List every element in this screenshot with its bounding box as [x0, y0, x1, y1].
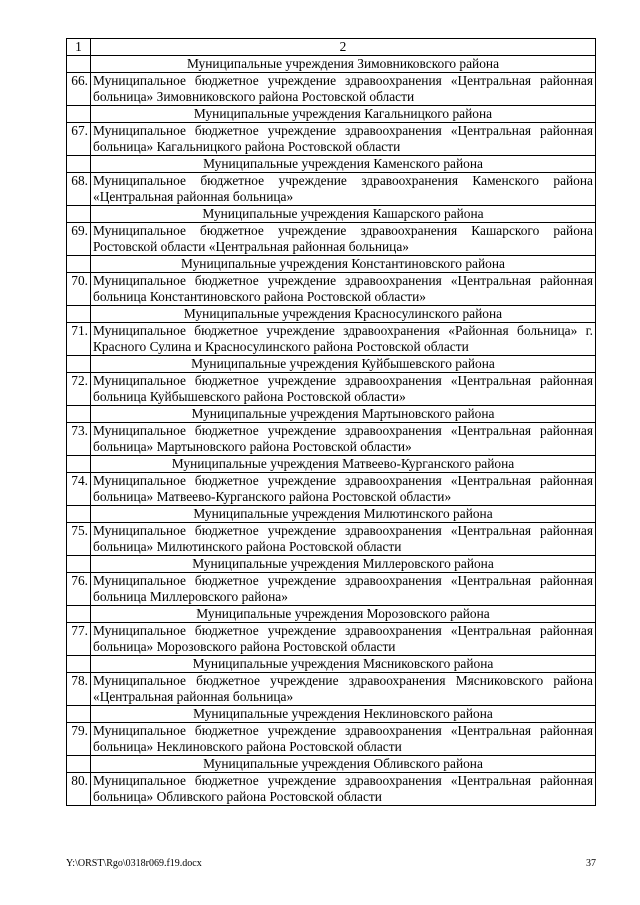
institution-row — [67, 73, 596, 106]
group-number-cell — [67, 206, 91, 223]
group-number-cell — [67, 56, 91, 73]
group-heading: Муниципальные учреждения Кагальницкого района — [91, 106, 596, 123]
institution-name: Муниципальное бюджетное учреждение здравоохранения Кашарского района Ростовской области «Центральная районная больница» — [91, 223, 596, 256]
group-heading-row — [67, 506, 596, 523]
group-number-cell — [67, 106, 91, 123]
group-heading-row — [67, 206, 596, 223]
row-number: 67. — [67, 123, 91, 156]
document-page — [66, 38, 596, 806]
group-heading-row — [67, 256, 596, 273]
institution-name: Муниципальное бюджетное учреждение здравоохранения «Центральная районная больница» Зимовниковского района Ростовской области — [91, 73, 596, 106]
group-number-cell — [67, 756, 91, 773]
row-number: 71. — [67, 323, 91, 356]
group-heading: Муниципальные учреждения Миллеровского района — [91, 556, 596, 573]
group-heading-row — [67, 756, 596, 773]
institution-row — [67, 623, 596, 656]
institution-row — [67, 373, 596, 406]
institution-row — [67, 123, 596, 156]
row-number: 79. — [67, 723, 91, 756]
institution-row — [67, 773, 596, 806]
group-heading: Муниципальные учреждения Мясниковского района — [91, 656, 596, 673]
institution-row — [67, 573, 596, 606]
institution-row — [67, 673, 596, 706]
group-heading-row — [67, 606, 596, 623]
header-col-1: 1 — [67, 39, 91, 56]
group-number-cell — [67, 506, 91, 523]
institution-name: Муниципальное бюджетное учреждение здравоохранения «Центральная районная больница Куйбышевского района Ростовской области» — [91, 373, 596, 406]
row-number: 68. — [67, 173, 91, 206]
group-heading: Муниципальные учреждения Морозовского района — [91, 606, 596, 623]
institution-name: Муниципальное бюджетное учреждение здравоохранения Каменского района «Центральная районная больница» — [91, 173, 596, 206]
row-number: 74. — [67, 473, 91, 506]
group-heading: Муниципальные учреждения Матвеево-Курганского района — [91, 456, 596, 473]
group-heading: Муниципальные учреждения Мартыновского района — [91, 406, 596, 423]
group-heading: Муниципальные учреждения Зимовниковского района — [91, 56, 596, 73]
group-heading-row — [67, 556, 596, 573]
row-number: 72. — [67, 373, 91, 406]
row-number: 80. — [67, 773, 91, 806]
group-number-cell — [67, 156, 91, 173]
institutions-table — [66, 38, 596, 806]
institution-name: Муниципальное бюджетное учреждение здравоохранения «Центральная районная больница» Обливского района Ростовской области — [91, 773, 596, 806]
institution-name: Муниципальное бюджетное учреждение здравоохранения «Центральная районная больница» Милютинского района Ростовской области — [91, 523, 596, 556]
group-heading-row — [67, 56, 596, 73]
institution-row — [67, 473, 596, 506]
group-heading-row — [67, 406, 596, 423]
row-number: 73. — [67, 423, 91, 456]
institution-row — [67, 523, 596, 556]
group-number-cell — [67, 656, 91, 673]
institution-name: Муниципальное бюджетное учреждение здравоохранения «Центральная районная больница» Матвеево-Курганского района Ростовской области» — [91, 473, 596, 506]
institution-row — [67, 723, 596, 756]
file-path: Y:\ORST\Rgo\0318r069.f19.docx — [66, 858, 202, 869]
row-number: 76. — [67, 573, 91, 606]
institution-name: Муниципальное бюджетное учреждение здравоохранения «Центральная районная больница» Кагальницкого района Ростовской области — [91, 123, 596, 156]
group-heading-row — [67, 306, 596, 323]
institution-name: Муниципальное бюджетное учреждение здравоохранения «Центральная районная больница Константиновского района Ростовской области» — [91, 273, 596, 306]
group-number-cell — [67, 456, 91, 473]
group-heading: Муниципальные учреждения Милютинского района — [91, 506, 596, 523]
group-heading: Муниципальные учреждения Обливского района — [91, 756, 596, 773]
group-number-cell — [67, 706, 91, 723]
group-heading-row — [67, 456, 596, 473]
institution-name: Муниципальное бюджетное учреждение здравоохранения «Центральная районная больница» Неклиновского района Ростовской области — [91, 723, 596, 756]
group-number-cell — [67, 406, 91, 423]
institution-row — [67, 323, 596, 356]
row-number: 69. — [67, 223, 91, 256]
group-heading-row — [67, 106, 596, 123]
institution-row — [67, 273, 596, 306]
institution-name: Муниципальное бюджетное учреждение здравоохранения Мясниковского района «Центральная районная больница» — [91, 673, 596, 706]
row-number: 70. — [67, 273, 91, 306]
group-heading: Муниципальные учреждения Кашарского района — [91, 206, 596, 223]
group-heading: Муниципальные учреждения Константиновского района — [91, 256, 596, 273]
group-number-cell — [67, 306, 91, 323]
group-heading: Муниципальные учреждения Куйбышевского района — [91, 356, 596, 373]
row-number: 77. — [67, 623, 91, 656]
group-heading: Муниципальные учреждения Каменского района — [91, 156, 596, 173]
institution-name: Муниципальное бюджетное учреждение здравоохранения «Центральная районная больница Миллеровского района» — [91, 573, 596, 606]
group-heading-row — [67, 156, 596, 173]
institution-name: Муниципальное бюджетное учреждение здравоохранения «Центральная районная больница» Морозовского района Ростовской области — [91, 623, 596, 656]
row-number: 78. — [67, 673, 91, 706]
group-heading: Муниципальные учреждения Красносулинского района — [91, 306, 596, 323]
group-number-cell — [67, 256, 91, 273]
table-header-row — [67, 39, 596, 56]
header-col-2: 2 — [91, 39, 596, 56]
group-number-cell — [67, 606, 91, 623]
group-heading-row — [67, 656, 596, 673]
row-number: 66. — [67, 73, 91, 106]
institution-name: Муниципальное бюджетное учреждение здравоохранения «Центральная районная больница» Мартыновского района Ростовской области» — [91, 423, 596, 456]
institution-row — [67, 423, 596, 456]
group-heading-row — [67, 706, 596, 723]
group-number-cell — [67, 356, 91, 373]
group-heading-row — [67, 356, 596, 373]
page-number: 37 — [586, 858, 596, 869]
institution-name: Муниципальное бюджетное учреждение здравоохранения «Районная больница» г. Красного Сулина и Красносулинского района Ростовской области — [91, 323, 596, 356]
institution-row — [67, 173, 596, 206]
row-number: 75. — [67, 523, 91, 556]
group-number-cell — [67, 556, 91, 573]
institution-row — [67, 223, 596, 256]
group-heading: Муниципальные учреждения Неклиновского района — [91, 706, 596, 723]
